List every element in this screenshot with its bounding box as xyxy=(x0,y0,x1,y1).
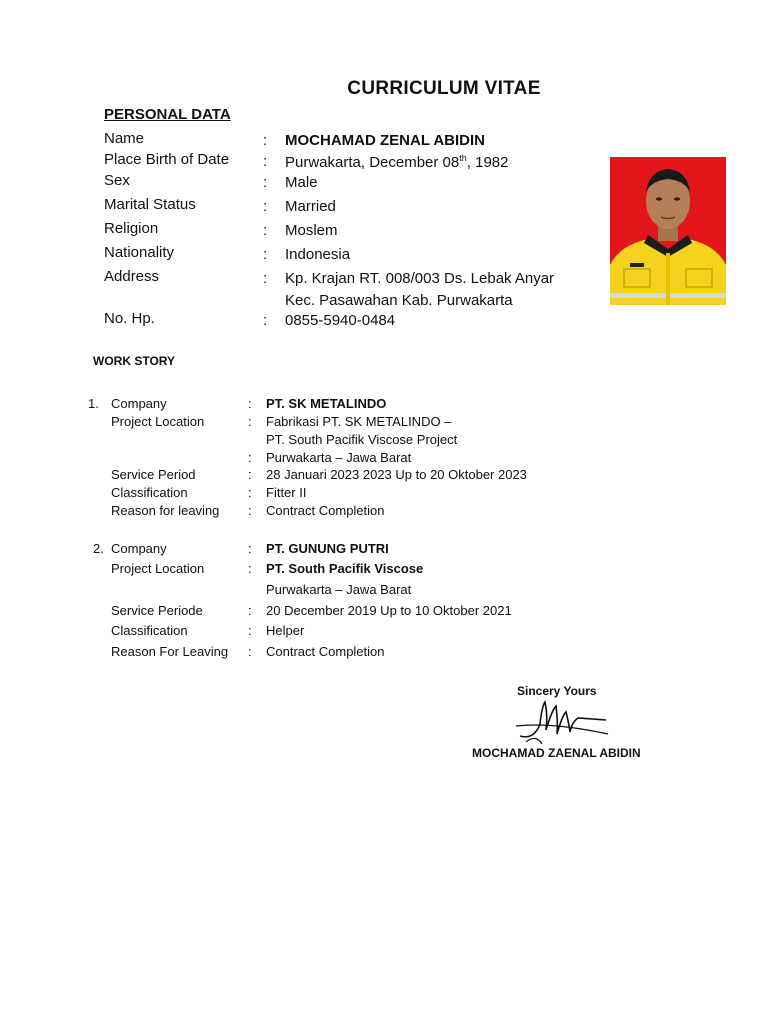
colon: : xyxy=(248,644,252,659)
colon: : xyxy=(248,450,252,465)
profile-photo xyxy=(610,157,726,305)
colon: : xyxy=(263,246,268,263)
nationality-label: Nationality xyxy=(104,244,175,261)
classification-label: Classification xyxy=(111,623,188,638)
marital-value: Married xyxy=(285,198,336,215)
reason-value: Contract Completion xyxy=(266,644,385,659)
location-line1: Fabrikasi PT. SK METALINDO – xyxy=(266,414,452,429)
colon: : xyxy=(248,561,252,576)
classification-value: Fitter II xyxy=(266,485,307,500)
birth-ordinal: th xyxy=(459,153,467,163)
nationality-value: Indonesia xyxy=(285,246,351,263)
colon: : xyxy=(263,270,268,287)
colon: : xyxy=(263,222,268,239)
religion-value: Moslem xyxy=(285,222,338,239)
signer-name: MOCHAMAD ZAENAL ABIDIN xyxy=(472,746,641,760)
birth-text: Purwakarta, December 08 xyxy=(285,154,460,171)
company-label: Company xyxy=(111,396,167,411)
job-number: 2. xyxy=(93,541,104,556)
colon: : xyxy=(263,132,268,149)
portrait-illustration xyxy=(610,157,726,305)
name-label: Name xyxy=(104,130,145,147)
reason-label: Reason for leaving xyxy=(111,503,220,518)
location-label: Project Location xyxy=(111,561,205,576)
religion-label: Religion xyxy=(104,220,159,237)
birth-value xyxy=(285,153,508,171)
company-value: PT. SK METALINDO xyxy=(266,396,387,411)
phone-label: No. Hp. xyxy=(104,310,155,327)
colon: : xyxy=(248,414,252,429)
classification-label: Classification xyxy=(111,485,188,500)
colon: : xyxy=(263,153,268,170)
company-value: PT. GUNUNG PUTRI xyxy=(266,541,389,556)
phone-value: 0855-5940-0484 xyxy=(285,312,396,329)
address-label: Address xyxy=(104,268,160,285)
job-number: 1. xyxy=(88,396,99,411)
period-label: Service Periode xyxy=(111,603,203,618)
location-label: Project Location xyxy=(111,414,205,429)
personal-data-heading: PERSONAL DATA xyxy=(104,106,231,123)
sex-label: Sex xyxy=(104,172,130,189)
location-line1: PT. South Pacifik Viscose xyxy=(266,561,424,576)
handwritten-signature xyxy=(512,696,612,748)
colon: : xyxy=(263,198,268,215)
colon: : xyxy=(263,312,268,329)
colon: : xyxy=(248,467,252,482)
address-line1: Kp. Krajan RT. 008/003 Ds. Lebak Anyar xyxy=(285,270,555,287)
colon: : xyxy=(248,623,252,638)
reason-label: Reason For Leaving xyxy=(111,644,229,659)
birth-label: Place Birth of Date xyxy=(104,151,230,168)
colon: : xyxy=(248,541,252,556)
birth-year: , 1982 xyxy=(466,154,509,171)
colon: : xyxy=(248,396,252,411)
period-value: 28 Januari 2023 2023 Up to 20 Oktober 2023 xyxy=(266,467,527,482)
colon: : xyxy=(248,503,252,518)
period-label: Service Period xyxy=(111,467,196,482)
document-title: CURRICULUM VITAE xyxy=(347,78,541,99)
period-value: 20 December 2019 Up to 10 Oktober 2021 xyxy=(266,603,512,618)
colon: : xyxy=(263,174,268,191)
address-line2: Kec. Pasawahan Kab. Purwakarta xyxy=(285,292,513,309)
closing-text: Sincery Yours xyxy=(517,684,597,698)
colon: : xyxy=(248,485,252,500)
location-line2: Purwakarta – Jawa Barat xyxy=(266,582,412,597)
colon: : xyxy=(248,603,252,618)
marital-label: Marital Status xyxy=(104,196,196,213)
sex-value: Male xyxy=(285,174,318,191)
reason-value: Contract Completion xyxy=(266,503,385,518)
company-label: Company xyxy=(111,541,167,556)
location-line3: Purwakarta – Jawa Barat xyxy=(266,450,412,465)
location-line2: PT. South Pacifik Viscose Project xyxy=(266,432,458,447)
classification-value: Helper xyxy=(266,623,305,638)
work-story-heading: WORK STORY xyxy=(93,354,176,368)
name-value: MOCHAMAD ZENAL ABIDIN xyxy=(285,132,485,149)
